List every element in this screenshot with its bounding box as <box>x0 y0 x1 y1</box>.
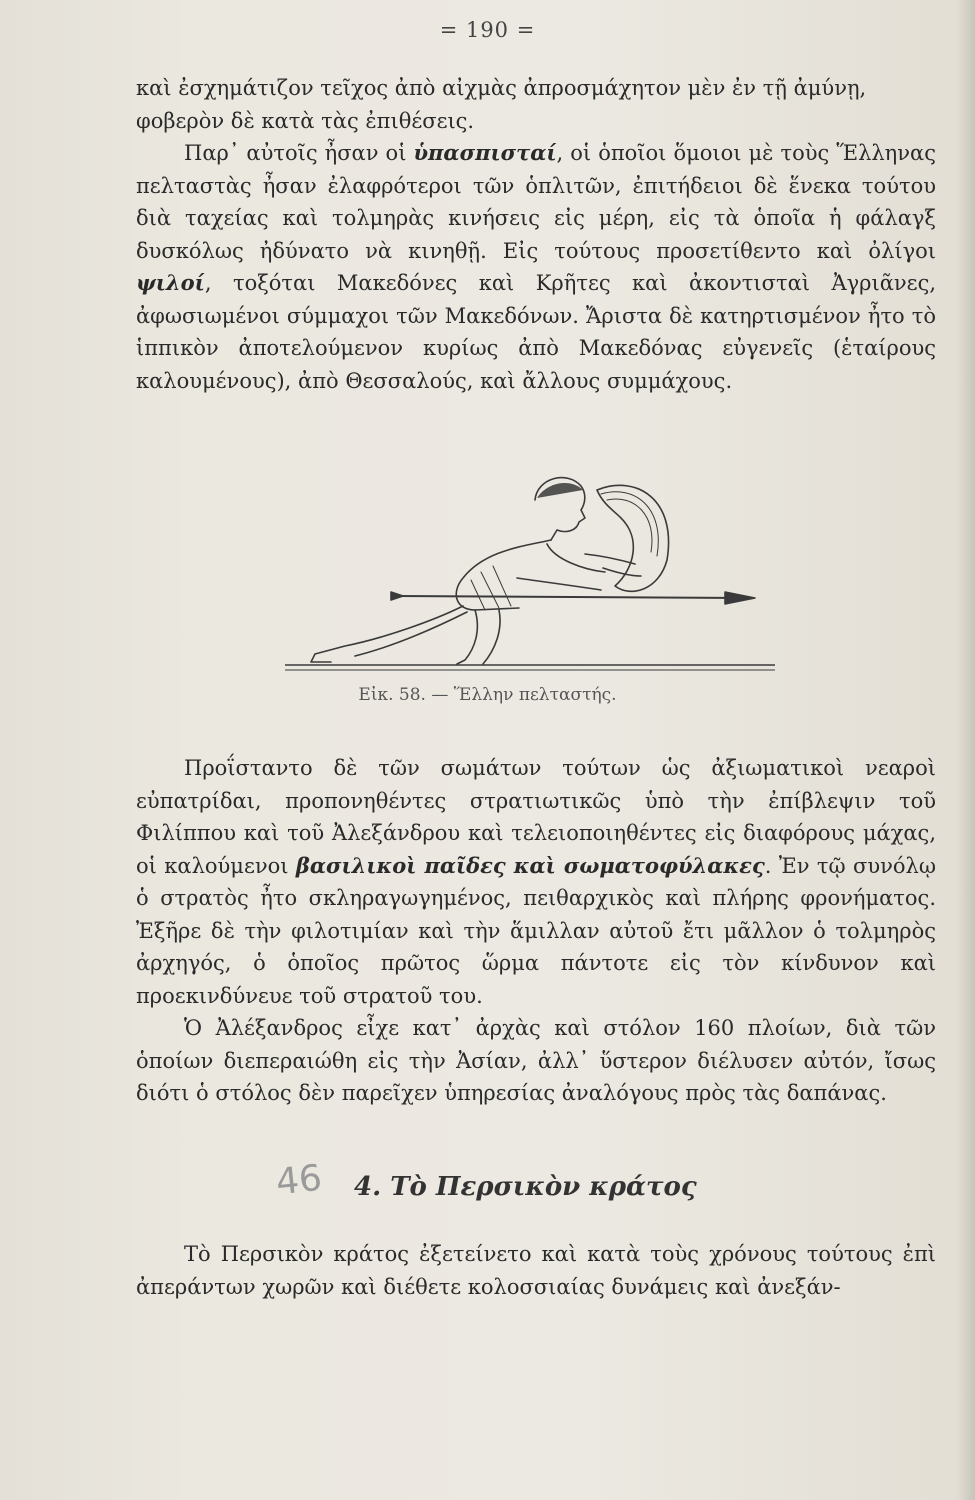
paragraph-fleet: Ὁ Ἀλέξανδρος εἶχε κατ᾽ ἀρχὰς καὶ στόλον 160 πλοίων, διὰ τῶν ὁποίων διεπεραιώθη εἰς τὴν Ἀσίαν, ἀλλ᾽ ὕστερον διέλυσεν αὐτόν, ἴσως διότι ὁ στόλος δὲν παρεῖχεν ὑπηρεσίας ἀναλόγους πρὸς τὰς δαπάνας. <box>136 1016 936 1105</box>
term-royal-pages: βασιλικοὶ παῖδες καὶ σωματοφύλακες <box>295 852 765 878</box>
torso <box>456 540 551 610</box>
line-1: καὶ ἐσχημάτιζον τεῖχος ἀπὸ αἰχμὰς ἀπροσμάχητον μὲν ἐν τῇ ἀμύνῃ, <box>136 76 867 100</box>
paragraph-continuation <box>136 72 936 137</box>
pencil-annotation: 46 <box>273 1157 324 1204</box>
middle-text <box>136 752 936 1110</box>
back-leg <box>311 606 463 662</box>
line-2: φοβερὸν δὲ κατὰ τὰς ἐπιθέσεις. <box>136 108 475 133</box>
page-edge-shadow <box>957 0 975 1500</box>
front-leg <box>457 610 477 664</box>
peltast-illustration <box>285 460 775 680</box>
page-number: = 190 = <box>439 18 536 42</box>
paragraph-officers: Προΐσταντο δὲ τῶν σωμάτων τούτων ὡς ἀξιωματικοὶ νεαροὶ εὐπατρίδαι, προπονηθέντες στρατιωτικῶς ὑπὸ τὴν ἐπίβλεψιν τοῦ Φιλίππου καὶ τοῦ Ἀλεξάνδρου καὶ τελειοποιηθέντες εἰς διαφόρους μάχας, οἱ καλούμενοι βασιλικοὶ παῖδες καὶ σωματοφύλακες. Ἐν τῷ συνόλῳ ὁ στρατὸς ἦτο σκληραγωγημένος, πειθαρχικὸς καὶ πλήρης φρονήματος. Ἐξῆρε δὲ τὴν φιλοτιμίαν καὶ τὴν ἅμιλλαν αὐτοῦ ἔτι μᾶλλον ὁ τολμηρὸς ἀρχηγός, ὁ ὁποῖος πρῶτος ὥρμα πάντοτε εἰς τὸν κίνδυνον καὶ προεκινδύνευε τοῦ στρατοῦ του. <box>136 756 936 1008</box>
paragraph-persian-empire: Τὸ Περσικὸν κράτος ἐξετείνετο καὶ κατὰ τοὺς χρόνους τούτους ἐπὶ ἀπεράντων χωρῶν καὶ διέθετε κολοσσιαίας δυνάμεις καὶ ἀνεξάν- <box>136 1242 936 1299</box>
bottom-text <box>136 1238 936 1303</box>
term-psiloi: ψιλοί <box>136 270 205 295</box>
top-text <box>136 72 936 397</box>
term-hypaspistai: ὑπασπισταί <box>413 140 557 165</box>
spear <box>395 596 745 598</box>
figure-caption: Εἰκ. 58. — Ἕλλην πελταστής. <box>358 685 617 705</box>
section-heading: 4. Τὸ Περσικὸν κράτος <box>354 1172 697 1202</box>
paragraph-hypaspists: Παρ᾽ αὐτοῖς ἦσαν οἱ ὑπασπισταί, οἱ ὁποῖοι ὅμοιοι μὲ τοὺς Ἕλληνας πελταστὰς ἦσαν ἐλαφρότεροι τῶν ὁπλιτῶν, ἐπιτήδειοι δὲ ἕνεκα τούτου διὰ ταχείας καὶ τολμηρὰς κινήσεις εἰς μέρη, εἰς τὰ ὁποῖα ἡ φάλαγξ δυσκόλως ἠδύνατο νὰ κινηθῇ. Εἰς τούτους προσετίθεντο καὶ ὀλίγοι ψιλοί, τοξόται Μακεδόνες καὶ Κρῆτες καὶ ἀκοντισταὶ Ἀγριᾶνες, ἀφωσιωμένοι σύμμαχοι τῶν Μακεδόνων. Ἄριστα δὲ κατηρτισμένον ἦτο τὸ ἱππικὸν ἀποτελούμενον κυρίως ἀπὸ Μακεδόνας εὐγενεῖς (ἑταίρους καλουμένους), ἀπὸ Θεσσαλούς, καὶ ἄλλους συμμάχους. <box>136 140 936 393</box>
spear-tip <box>725 592 755 604</box>
